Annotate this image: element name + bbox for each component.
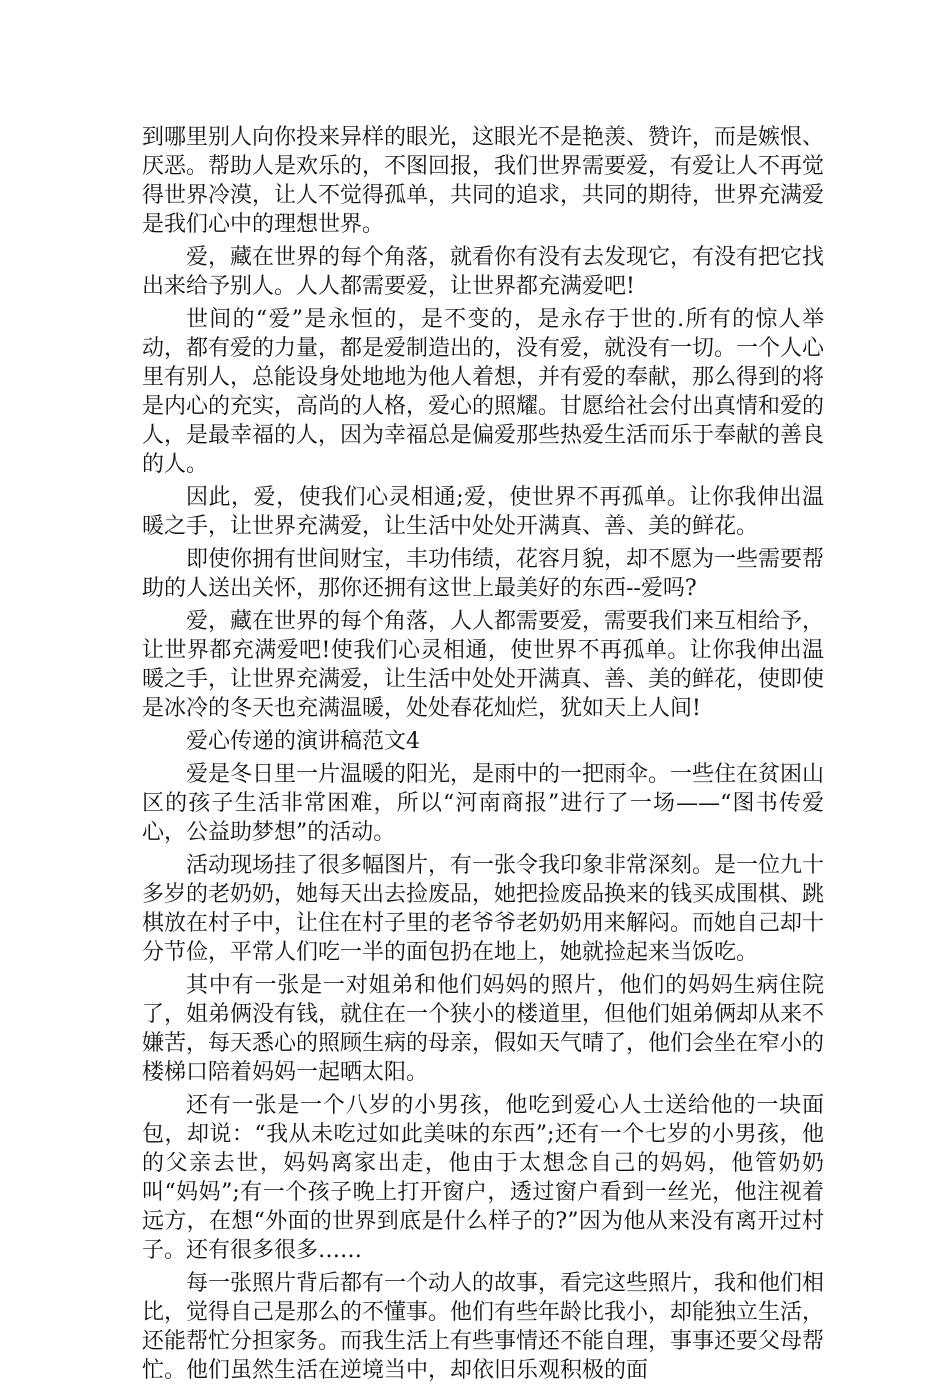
paragraph: 世间的“爱”是永恒的，是不变的，是永存于世的.所有的惊人举动，都有爱的力量，都是爱制造出的，没有爱，就没有一切。一个人心里有别人，总能设身处地地为他人着想，并有爱的奉献，那么得到的将是内心的充实，高尚的人格，爱心的照耀。甘愿给社会付出真情和爱的人，是最幸福的人，因为幸福总是偏爱那些热爱生活而乐于奉献的善良的人。 [142,307,825,477]
paragraph: 还有一张是一个八岁的小男孩，他吃到爱心人士送给他的一块面包，却说：“我从未吃过如此美味的东西”;还有一个七岁的小男孩，他的父亲去世，妈妈离家出走，他由于太想念自己的妈妈，他管奶奶叫“妈妈”;有一个孩子晚上打开窗户，透过窗户看到一丝光，他注视着远方，在想“外面的世界到底是什么样子的?”因为他从来没有离开过村子。还有很多很多…… [142,1093,824,1263]
paragraph: 爱，藏在世界的每个角落，就看你有没有去发现它，有没有把它找出来给予别人。人人都需要爱，让世界都充满爱吧! [142,245,825,299]
paragraph: 其中有一张是一对姐弟和他们妈妈的照片，他们的妈妈生病住院了，姐弟俩没有钱，就住在一个狭小的楼道里，但他们姐弟俩却从来不嫌苦，每天悉心的照顾生病的母亲，假如天气晴了，他们会坐在窄小的楼梯口陪着妈妈一起晒太阳。 [142,973,825,1085]
paragraph: 到哪里别人向你投来异样的眼光，这眼光不是艳羡、赞许，而是嫉恨、厌恶。帮助人是欢乐的，不图回报，我们世界需要爱，有爱让人不再觉得世界冷漠，让人不觉得孤单，共同的追求，共同的期待，世界充满爱是我们心中的理想世界。 [142,125,825,237]
paragraph: 每一张照片背后都有一个动人的故事，看完这些照片，我和他们相比，觉得自己是那么的不懂事。他们有些年龄比我小，却能独立生活，还能帮忙分担家务。而我生活上有些事情还不能自理，事事还要父母帮忙。他们虽然生活在逆境当中，却依旧乐观积极的面 [142,1271,825,1383]
paragraph: 爱，藏在世界的每个角落，人人都需要爱，需要我们来互相给予，让世界都充满爱吧!使我们心灵相通，使世界不再孤单。让你我伸出温暖之手，让世界充满爱，让生活中处处开满真、善、美的鲜花，使即使是冰冷的冬天也充满温暖，处处春花灿烂，犹如天上人间! [142,609,825,721]
document-body [142,123,824,1389]
paragraph: 爱心传递的演讲稿范文4 [186,729,420,754]
paragraph: 活动现场挂了很多幅图片，有一张令我印象非常深刻。是一位九十多岁的老奶奶，她每天出去捡废品，她把捡废品换来的钱买成围棋、跳棋放在村子中，让住在村子里的老爷爷老奶奶用来解闷。而她自己却十分节俭，平常人们吃一半的面包扔在地上，她就捡起来当饭吃。 [142,853,825,965]
paragraph: 即使你拥有世间财宝，丰功伟绩，花容月貌，却不愿为一些需要帮助的人送出关怀，那你还拥有这世上最美好的东西--爱吗? [142,547,825,601]
paragraph: 爱是冬日里一片温暖的阳光，是雨中的一把雨伞。一些住在贫困山区的孩子生活非常困难，所以“河南商报”进行了一场——“图书传爱心，公益助梦想”的活动。 [142,762,825,845]
paragraph: 因此，爱，使我们心灵相通;爱，使世界不再孤单。让你我伸出温暖之手，让世界充满爱，让生活中处处开满真、善、美的鲜花。 [142,485,824,539]
